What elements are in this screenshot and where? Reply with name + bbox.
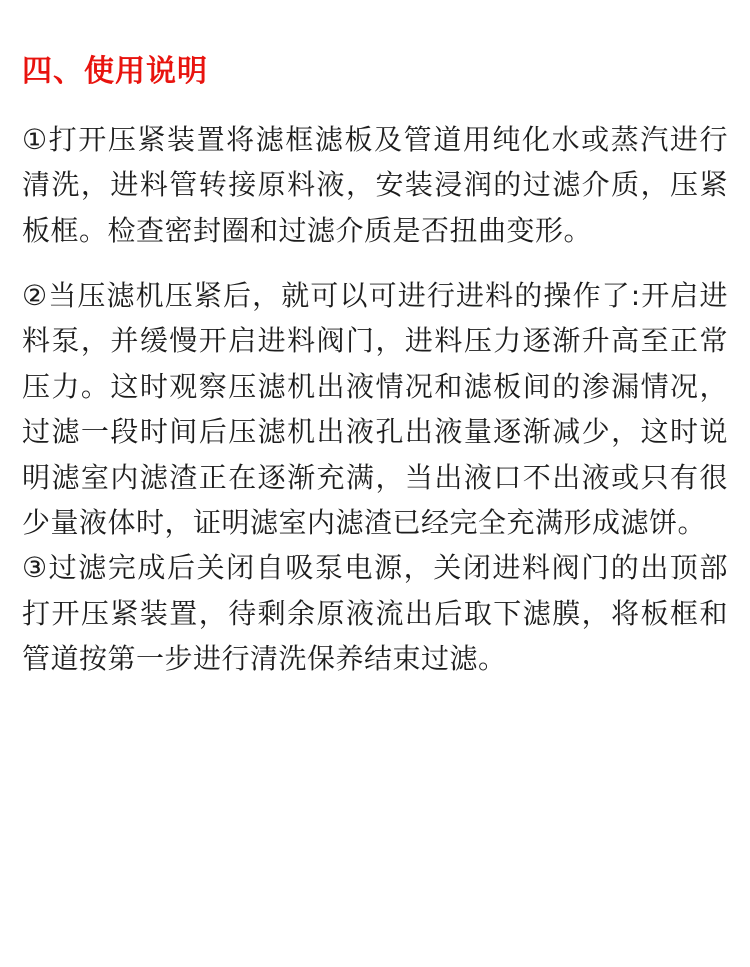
section-heading: 四、使用说明 xyxy=(22,54,208,89)
instruction-paragraph-1: ①打开压紧装置将滤框滤板及管道用纯化水或蒸汽进行清洗，进料管转接原料液，安装浸润的过滤介质，压紧板框。检查密封圈和过滤介质是否扭曲变形。 xyxy=(22,123,728,247)
instruction-paragraph-3: ③过滤完成后关闭自吸泵电源，关闭进料阀门的出顶部打开压紧装置，待剩余原液流出后取下滤膜，将板框和管道按第一步进行清洗保养结束过滤。 xyxy=(22,551,728,675)
instruction-paragraph-2: ②当压滤机压紧后，就可以可进行进料的操作了:开启进料泵，并缓慢开启进料阀门，进料压力逐渐升高至正常压力。这时观察压滤机出液情况和滤板间的渗漏情况，过滤一段时间后压滤机出液孔出液量逐渐减少，这时说明滤室内滤渣正在逐渐充满，当出液口不出液或只有很少量液体时，证明滤室内滤渣已经完全充满形成滤饼。 xyxy=(22,279,728,539)
